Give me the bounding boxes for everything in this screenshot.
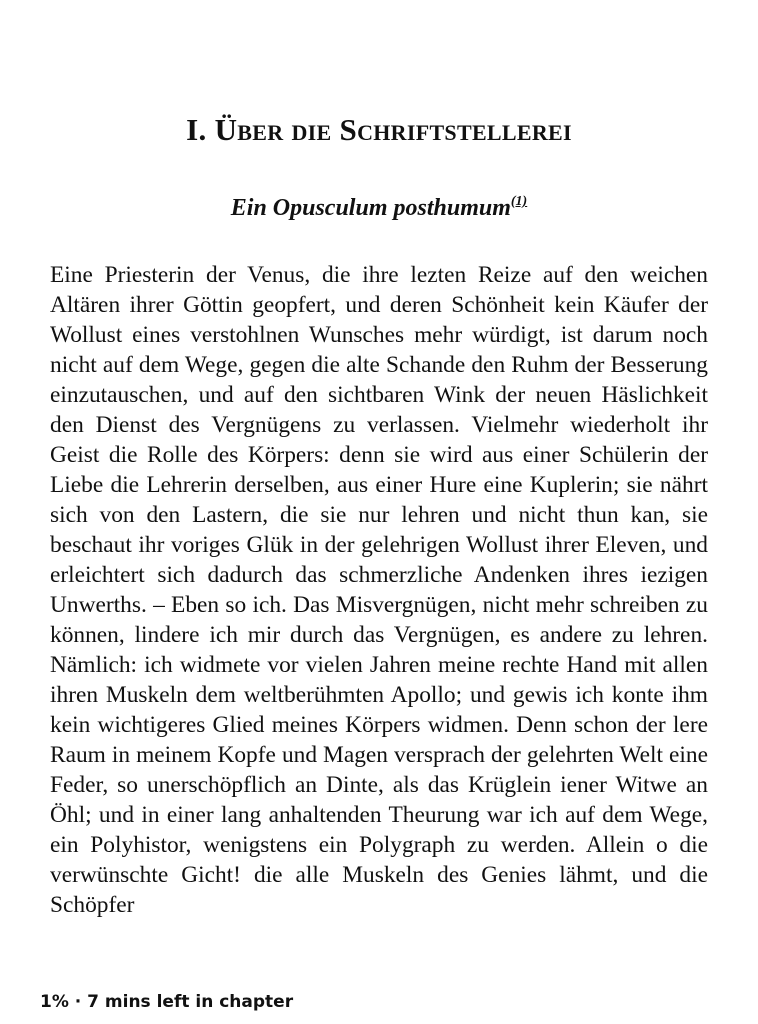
body-paragraph: Eine Priesterin der Venus, die ihre lezten Reize auf den weichen Altären ihrer Göttin geopfert, und deren Schönheit kein Käufer der Wollust eines verstohlnen Wunsches mehr würdigt, ist darum noch nicht auf dem Wege, gegen die alte Schande den Ruhm der Besserung einzutauschen, und auf den sichtbaren Wink der neuen Häslichkeit den Dienst des Vergnügens zu verlassen. Vielmehr wiederholt ihr Geist die Rolle des Körpers: denn sie wird aus einer Schülerin der Liebe die Lehrerin derselben, aus einer Hure eine Kuplerin; sie nährt sich von den Lastern, die sie nur lehren und nicht thun kan, sie beschaut ihr voriges Glük in der gelehrigen Wollust ihrer Eleven, und erleichtert sich dadurch das schmerzliche Andenken ihres iezigen Unwerths. – Eben so ich. Das Misvergnügen, nicht mehr schreiben zu können, lindere ich mir durch das Vergnügen, es andere zu lehren. Nämlich: ich widmete vor vielen Jahren meine rechte Hand mit allen ihren Muskeln dem weltberühmten Apollo; und gewis ich konte ihm kein wichtigeres Glied meines Körpers widmen. Denn schon der lere Raum in meinem Kopfe und Magen versprach der gelehrten Welt eine Feder, so unerschöpflich an Dinte, als das Krüglein iener Witwe an Öhl; und in einer lang anhaltenden Theurung war ich auf dem Wege, ein Polyhistor, wenigstens ein Polygraph zu werden. Allein o die verwünschte Gicht! die alle Muskeln des Genies lähmt, und die Schöpfer [50, 262, 708, 918]
reading-progress-status: 1% · 7 mins left in chapter [40, 992, 294, 1012]
subtitle-text: Ein Opusculum posthumum [230, 195, 511, 221]
chapter-subtitle [0, 194, 758, 222]
footnote-link[interactable]: (1) [510, 194, 528, 209]
chapter-title: I. Über die Schriftstellerei [186, 112, 572, 147]
